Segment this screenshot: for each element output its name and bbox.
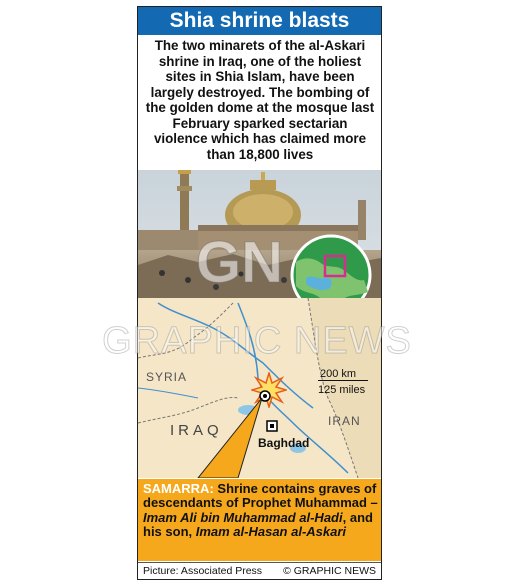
scale-bar — [318, 380, 368, 381]
credit-bar — [138, 562, 381, 580]
caption-text-2: , and his son, — [143, 509, 373, 539]
caption-text-1: Shrine contains graves of descendants of Prophet Muhammad – — [143, 481, 378, 511]
caption-box — [138, 479, 381, 561]
photo-credit: Picture: Associated Press — [143, 565, 263, 577]
label-iraq: IRAQ — [170, 422, 223, 439]
label-iran: IRAN — [328, 414, 361, 428]
caption-name-2: Imam al-Hasan al-Askari — [195, 523, 347, 539]
intro-text: The two minarets of the al-Askari shrine in Iraq, one of the holiest sites in Shia Islam, have been largely destroyed. The bombing of the golden dome at the mosque last February sparked sectarian violence which has claimed more than 18,800 lives — [145, 38, 375, 162]
infographic — [137, 6, 382, 580]
copyright: © GRAPHIC NEWS — [283, 565, 376, 577]
region-map — [138, 298, 381, 478]
caption-name-1: Imam Ali bin Muhammad al-Hadi — [143, 509, 343, 525]
label-syria: SYRIA — [146, 370, 188, 384]
watermark-text: GRAPHIC NEWS — [102, 320, 412, 362]
scale-km: 200 km — [320, 368, 357, 380]
caption-text — [143, 482, 379, 539]
shrine-photo — [138, 170, 381, 298]
scale-miles: 125 miles — [318, 384, 366, 396]
headline: Shia shrine blasts — [138, 7, 381, 35]
label-baghdad: Baghdad — [258, 436, 310, 450]
caption-place: SAMARRA: — [143, 481, 214, 496]
locator-globe-icon — [290, 234, 372, 298]
watermark-logo: GN — [196, 230, 283, 295]
